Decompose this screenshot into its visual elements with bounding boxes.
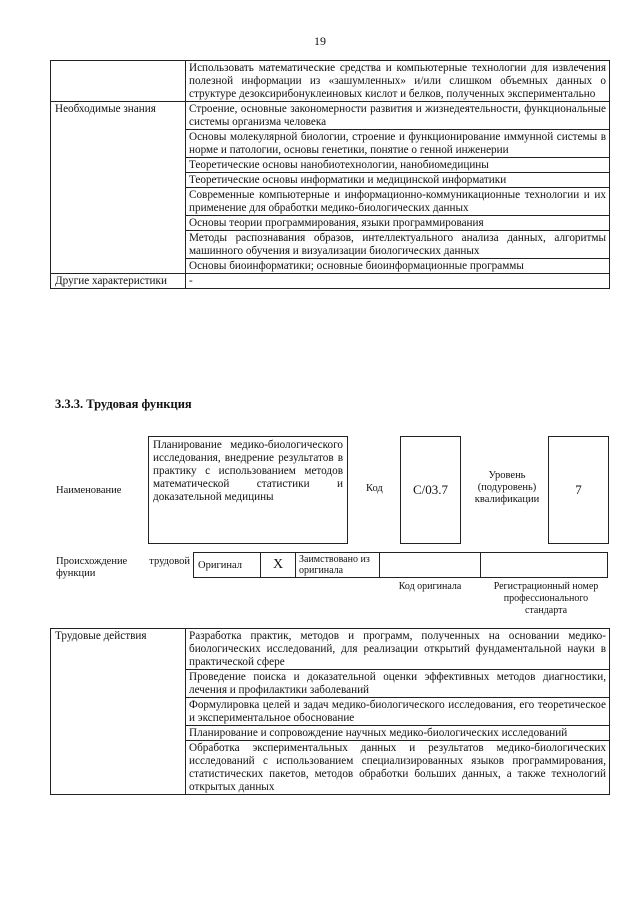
knowledge-item: Теоретические основы информатики и медицинской информатики <box>186 173 610 188</box>
skills-knowledge-table <box>50 60 610 289</box>
original-mark: X <box>260 552 296 578</box>
skill-item: Использовать математические средства и компьютерные технологии для извлечения полезной информации из «зашумленных» и/или слишком объемных данных о структуре дезоксирибонуклеиновых кислот и белков, полученных экспериментально <box>186 61 610 102</box>
reg-number-cell <box>480 552 608 578</box>
row-label-knowledge: Необходимые знания <box>51 102 186 274</box>
knowledge-item: Современные компьютерные и информационно-коммуникационные технологии и их применение для обработки медико-биологических данных <box>186 188 610 216</box>
other-item: - <box>186 274 610 289</box>
original-code-caption: Код оригинала <box>398 581 462 592</box>
level-label: Уровень (подуровень) квалификации <box>474 470 540 505</box>
level-value: 7 <box>548 436 609 544</box>
action-item: Обработка экспериментальных данных и результатов медико-биологических исследований с использованием специализированных языков программирования, статистических пакетов, методов обработки больших данных, а также технологий открытых данных <box>186 741 610 795</box>
knowledge-item: Методы распознавания образов, интеллектуального анализа данных, алгоритмы машинного обучения и визуализации биологических данных <box>186 231 610 259</box>
function-name: Планирование медико-биологического исследования, внедрение результатов в практику с использованием методов математической статистики и доказательной медицины <box>148 436 348 544</box>
knowledge-item: Основы молекулярной биологии, строение и функционирование иммунной системы в норме и патологии, основы генетики, понятие о генной инженерии <box>186 130 610 158</box>
borrowed-label: Заимствовано из оригинала <box>295 552 380 578</box>
knowledge-item: Теоретические основы нанобиотехнологии, нанобиомедицины <box>186 158 610 173</box>
action-item: Проведение поиска и доказательной оценки эффективных методов диагностики, лечения и профилактики заболеваний <box>186 670 610 698</box>
name-label: Наименование <box>56 485 122 496</box>
origin-label: Происхождение трудовой функции <box>56 556 190 579</box>
row-label-actions: Трудовые действия <box>51 629 186 795</box>
action-item: Формулировка целей и задач медико-биологического исследования, его теоретическое и экспериментальное обоснование <box>186 698 610 726</box>
original-code-cell <box>379 552 481 578</box>
origin-row <box>193 552 608 578</box>
code-value: C/03.7 <box>400 436 461 544</box>
row-label-empty <box>51 61 186 102</box>
knowledge-item: Основы теории программирования, языки программирования <box>186 216 610 231</box>
action-item: Разработка практик, методов и программ, полученных на основании медико-биологических исследований, для реализации открытий фундаментальной науки в практической сфере <box>186 629 610 670</box>
code-label: Код <box>366 483 383 494</box>
section-title: 3.3.3. Трудовая функция <box>55 397 192 411</box>
labor-actions-table <box>50 628 610 795</box>
knowledge-item: Строение, основные закономерности развития и жизнедеятельности, функциональные системы организма человека <box>186 102 610 130</box>
row-label-other: Другие характеристики <box>51 274 186 289</box>
original-label: Оригинал <box>193 552 261 578</box>
action-item: Планирование и сопровождение научных медико-биологических исследований <box>186 726 610 741</box>
page-number: 19 <box>314 34 326 48</box>
reg-number-caption: Регистрационный номер профессионального стандарта <box>493 581 599 616</box>
knowledge-item: Основы биоинформатики; основные биоинформационные программы <box>186 259 610 274</box>
